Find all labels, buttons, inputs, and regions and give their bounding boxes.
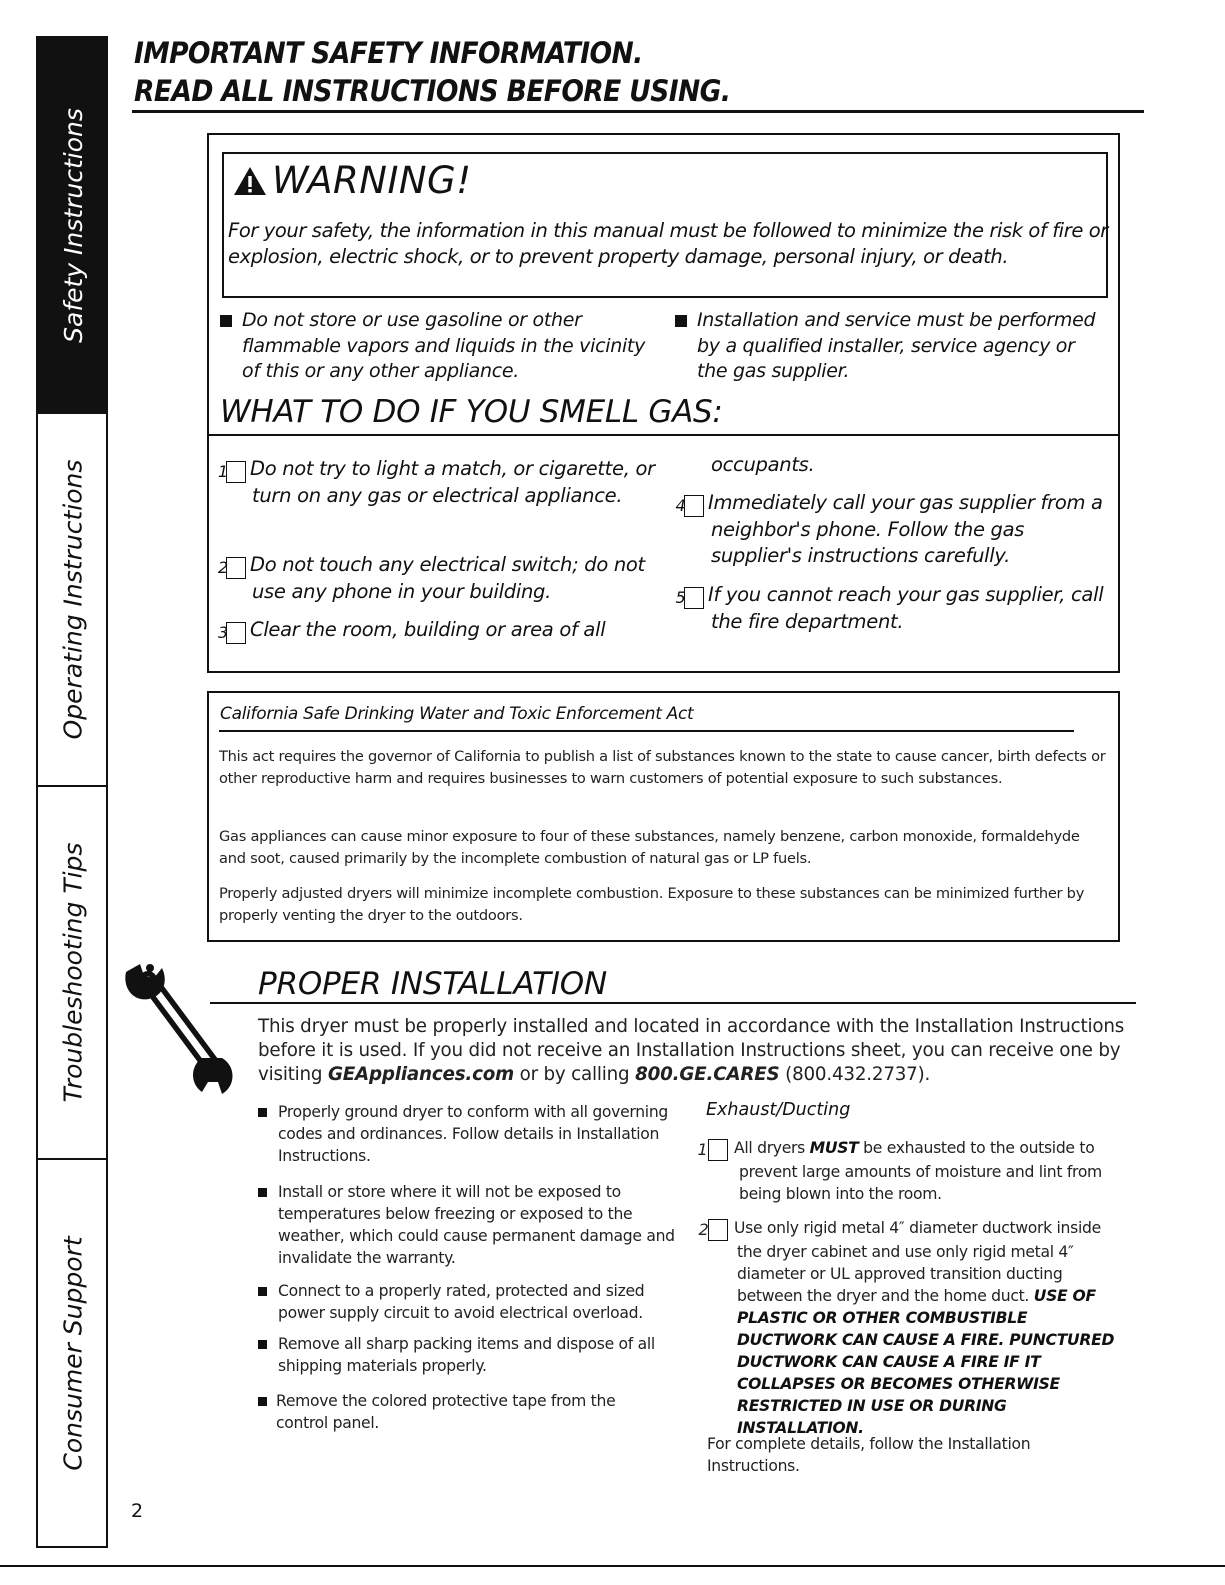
- installation-title: PROPER INSTALLATION: [258, 966, 607, 1002]
- gas-step-3: [218, 617, 666, 644]
- step-text: Clear the room, building or area of all: [250, 618, 606, 641]
- phone-number[interactable]: 800.GE.CARES: [635, 1064, 780, 1085]
- wrench-icon: [120, 958, 240, 1098]
- tab-operating-instructions[interactable]: [38, 414, 108, 787]
- step-text: Do not try to light a match, or cigarette, or turn on any gas or electrical appliance.: [250, 457, 655, 507]
- gas-step-3-continued: occupants.: [711, 453, 815, 476]
- gas-step-2: [218, 552, 666, 605]
- california-notice-divider: [219, 730, 1074, 732]
- step-number-box: 3: [226, 622, 246, 644]
- bullet-icon: [258, 1397, 267, 1406]
- intro-text: (800.432.2737).: [785, 1064, 931, 1085]
- warning-triangle-icon: [232, 165, 268, 197]
- intro-text: This dryer must be properly installed and located in accordance with the Installation Instructions before it is used. If you did not receive an Installation Instructions sheet, you can receive one by visiting: [258, 1016, 1125, 1085]
- item-emphasis: USE OF PLASTIC OR OTHER COMBUSTIBLE DUCTWORK CAN CAUSE A FIRE. PUNCTURED DUCTWORK CAN CAUSE A FIRE IF IT COLLAPSES OR BECOMES OTHERWISE RESTRICTED IN USE OR DURING INSTALLATION.: [737, 1287, 1115, 1437]
- tab-troubleshooting-tips[interactable]: [38, 787, 108, 1160]
- tab-label: Consumer Support: [58, 1235, 88, 1471]
- step-text: Immediately call your gas supplier from a neighbor's phone. Follow the gas supplier's instructions carefully.: [708, 491, 1103, 567]
- bullet-icon: [220, 315, 232, 327]
- item-number-box: 1: [708, 1139, 728, 1161]
- installation-intro: [258, 1015, 1128, 1087]
- header-line-2: READ ALL INSTRUCTIONS BEFORE USING.: [134, 74, 731, 108]
- item-text: Use only rigid metal 4″ diameter ductwork inside the dryer cabinet and use only rigid metal 4″ diameter or UL approved transition ducting between the dryer and the home duct.: [734, 1219, 1101, 1305]
- bullet-icon: [675, 315, 687, 327]
- header-divider: [132, 110, 1144, 113]
- installation-divider: [210, 1002, 1136, 1004]
- tab-safety-instructions[interactable]: [38, 38, 108, 414]
- california-paragraph-1: This act requires the governor of California to publish a list of substances known to the state to cause cancer, birth defects or other reproductive harm and requires businesses to warn customers of potential exposure to such substances.: [219, 748, 1106, 787]
- bullet-text: Do not store or use gasoline or other flammable vapors and liquids in the vicinity of this or any other appliance.: [242, 309, 646, 382]
- step-number-box: 1: [226, 461, 246, 483]
- bullet-text: Properly ground dryer to conform with all governing codes and ordinances. Follow details in Installation Instructions.: [278, 1103, 669, 1165]
- step-text: If you cannot reach your gas supplier, call the fire department.: [708, 583, 1104, 633]
- tab-label: Safety Instructions: [58, 107, 88, 343]
- item-emphasis: MUST: [809, 1139, 859, 1157]
- tab-label: Troubleshooting Tips: [58, 842, 88, 1103]
- gas-step-1: [218, 456, 666, 509]
- bullet-icon: [258, 1340, 267, 1349]
- california-paragraph-3: Properly adjusted dryers will minimize incomplete combustion. Exposure to these substances can be minimized further by properly venting the dryer to the outdoors.: [219, 885, 1085, 924]
- smell-gas-divider: [207, 434, 1119, 436]
- exhaust-item-2: [698, 1217, 1128, 1439]
- california-paragraph-2: Gas appliances can cause minor exposure to four of these substances, namely benzene, carbon monoxide, formaldehyde and soot, caused primarily by the incomplete combustion of natural gas or LP fuels.: [219, 828, 1080, 867]
- smell-gas-title: WHAT TO DO IF YOU SMELL GAS:: [220, 394, 723, 430]
- bullet-text: Connect to a properly rated, protected and sized power supply circuit to avoid electrical overload.: [278, 1282, 645, 1322]
- tab-consumer-support[interactable]: [38, 1160, 108, 1546]
- exhaust-footer: For complete details, follow the Installation Instructions.: [707, 1435, 1031, 1475]
- install-bullet-2: [278, 1181, 678, 1269]
- item-text: All dryers: [734, 1139, 805, 1157]
- exhaust-item-1: [697, 1137, 1128, 1205]
- exhaust-title: Exhaust/Ducting: [706, 1100, 851, 1120]
- intro-text: or by calling: [519, 1064, 630, 1085]
- california-notice-title: California Safe Drinking Water and Toxic Enforcement Act: [220, 704, 694, 724]
- gas-step-5: [675, 582, 1114, 635]
- bullet-icon: [258, 1188, 267, 1197]
- section-sidebar: [36, 36, 108, 1548]
- page-header: [134, 34, 730, 110]
- warning-bullet-left: [242, 308, 662, 385]
- install-bullet-3: [278, 1280, 673, 1324]
- bullet-text: Installation and service must be performed by a qualified installer, service agency or the gas supplier.: [697, 309, 1096, 382]
- warning-title: [232, 159, 472, 202]
- page-bottom-rule: [0, 1565, 1225, 1567]
- page-number: 2: [131, 1500, 144, 1522]
- bullet-icon: [258, 1108, 267, 1117]
- gas-step-4: [675, 490, 1114, 569]
- install-bullet-4: [278, 1333, 673, 1377]
- bullet-text: Remove the colored protective tape from the control panel.: [276, 1392, 616, 1432]
- tab-label: Operating Instructions: [58, 459, 88, 740]
- header-line-1: IMPORTANT SAFETY INFORMATION.: [134, 36, 643, 70]
- warning-text: For your safety, the information in this manual must be followed to minimize the risk of fire or explosion, electric shock, or to prevent property damage, personal injury, or death.: [228, 219, 1108, 268]
- step-number-box: 2: [226, 557, 246, 579]
- bullet-text: Remove all sharp packing items and dispose of all shipping materials properly.: [278, 1335, 655, 1375]
- install-bullet-1: [278, 1101, 673, 1167]
- website-link[interactable]: GEAppliances.com: [327, 1064, 514, 1085]
- bullet-icon: [258, 1287, 267, 1296]
- bullet-text: Install or store where it will not be exposed to temperatures below freezing or exposed to the weather, which could cause permanent damage and invalidate the warranty.: [278, 1183, 675, 1267]
- install-bullet-5: [276, 1390, 671, 1434]
- item-number-box: 2: [708, 1219, 728, 1241]
- warning-bullet-right: [697, 308, 1107, 385]
- warning-title-text: WARNING!: [272, 159, 472, 202]
- item-text: be exhausted to the outside to prevent large amounts of moisture and lint from being blown into the room.: [739, 1139, 1102, 1203]
- step-number-box: 4: [684, 495, 704, 517]
- step-number-box: 5: [684, 587, 704, 609]
- step-text: Do not touch any electrical switch; do not use any phone in your building.: [250, 553, 645, 603]
